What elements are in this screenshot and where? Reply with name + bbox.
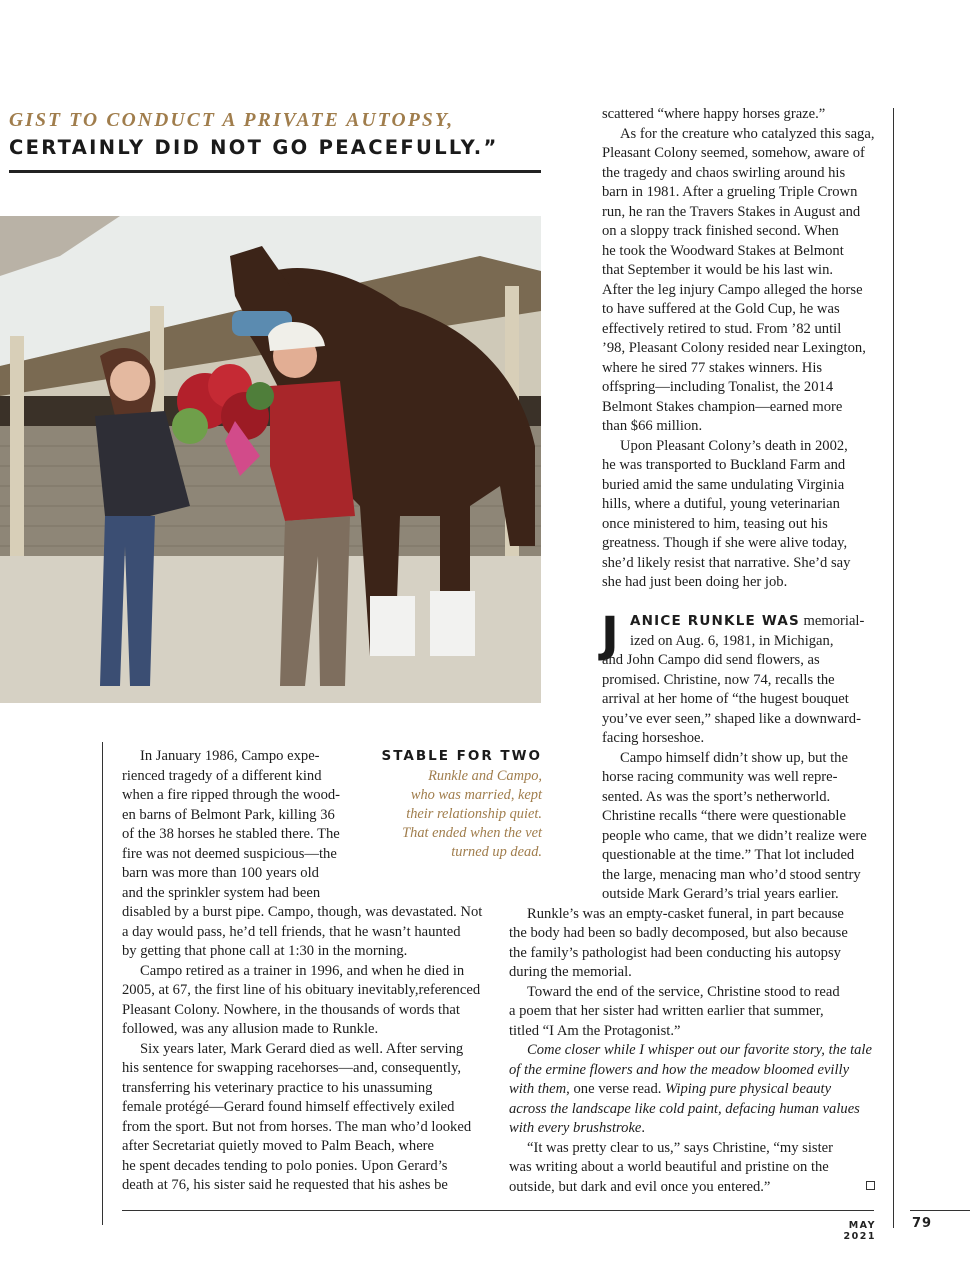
photo-caption	[370, 748, 542, 862]
body-line: during the memorial.	[509, 964, 632, 980]
body-line: “It was pretty clear to us,” says Christine, “my sister	[527, 1139, 833, 1156]
body-line: run, he ran the Travers Stakes in August and	[602, 203, 861, 220]
body-line: that September it would be his last win.	[602, 262, 834, 278]
body-line: followed, was any allusion made to Runkle.	[122, 1021, 379, 1037]
section-lead-line	[630, 612, 875, 632]
body-line: Christine recalls “there were questionable	[602, 808, 846, 824]
body-line: transferring his veterinary practice to his unassuming	[122, 1079, 433, 1096]
footer-rule	[122, 1210, 874, 1211]
body-line: and John Campo did send flowers, as	[602, 652, 820, 668]
body-line: the tragedy and chaos swirling around his	[602, 164, 846, 181]
body-line: facing horseshoe.	[602, 730, 705, 746]
section-lead-rest: memorial-	[799, 613, 865, 629]
body-line: the family’s pathologist had been conducting his autopsy	[509, 944, 841, 961]
body-line: hills, where a dutiful, young veterinarian	[602, 496, 840, 512]
body-line: was writing about a world beautiful and pristine on the	[509, 1159, 829, 1175]
body-line: and the sprinkler system had been	[122, 884, 321, 901]
body-line: Pleasant Colony seemed, somehow, aware of	[602, 145, 865, 161]
caption-text	[370, 767, 542, 862]
poem-line: across the landscape like cold paint, defacing human values	[509, 1100, 860, 1117]
body-line: death at 76, his sister said he requested that his ashes be	[122, 1177, 448, 1193]
pull-quote-rule	[9, 170, 541, 173]
poem-line	[509, 1080, 875, 1100]
body-line: his sentence for swapping racehorses—and, consequently,	[122, 1060, 462, 1076]
page-number: 79	[912, 1216, 933, 1231]
body-line: As for the creature who catalyzed this saga,	[620, 125, 875, 142]
poem-fragment: with them	[509, 1081, 567, 1097]
body-line: the body had been so badly decomposed, but also because	[509, 925, 848, 941]
body-line: arrival at her home of “the hugest bouquet	[602, 691, 849, 707]
body-line: he was transported to Buckland Farm and	[602, 457, 846, 473]
folio-date: MAY 2021	[843, 1220, 876, 1242]
body-line: horse racing community was well repre-	[602, 769, 838, 785]
poem-line	[509, 1119, 875, 1139]
body-line: where he sired 77 stakes winners. His	[602, 359, 823, 376]
body-line: 2005, at 67, the first line of his obituary inevitably,referenced	[122, 982, 481, 998]
drop-cap: J	[601, 607, 619, 663]
caption-line: who was married, kept	[410, 787, 542, 803]
body-line: Upon Pleasant Colony’s death in 2002,	[620, 437, 848, 454]
caption-line: That ended when the vet	[402, 825, 542, 841]
end-mark-icon	[866, 1181, 875, 1190]
poem-fragment: , one verse read.	[566, 1081, 666, 1097]
pull-quote-line-1: GIST TO CONDUCT A PRIVATE AUTOPSY,	[9, 110, 455, 131]
body-line: effectively retired to stud. From ’82 until	[602, 320, 842, 337]
body-line: sented. As was the sport’s netherworld.	[602, 788, 831, 805]
section-lead-caps: ANICE RUNKLE WAS	[630, 613, 800, 629]
body-line: buried amid the same undulating Virginia	[602, 476, 845, 493]
body-line: In January 1986, Campo expe-	[140, 748, 320, 764]
body-line: ized on Aug. 6, 1981, in Michigan,	[630, 632, 834, 649]
body-line: Campo retired as a trainer in 1996, and when he died in	[140, 962, 465, 979]
poem-fragment: .	[641, 1120, 646, 1136]
body-line: rienced tragedy of a different kind	[122, 767, 322, 784]
body-line: Belmont Stakes champion—earned more	[602, 398, 843, 415]
caption-line: turned up dead.	[451, 844, 542, 860]
body-line: people who came, that we didn’t realize were	[602, 827, 867, 844]
body-line: barn in 1981. After a grueling Triple Crown	[602, 184, 858, 200]
body-line: you’ve ever seen,” shaped like a downward-	[602, 710, 861, 727]
article-photo	[0, 216, 541, 703]
body-line: after Secretariat quietly moved to Palm Beach, where	[122, 1138, 435, 1154]
body-line: to have suffered at the Gold Cup, he was	[602, 301, 840, 317]
poem-line: Come closer while I whisper out our favorite story, the tale	[527, 1042, 872, 1058]
body-line: titled “I Am the Protagonist.”	[509, 1022, 681, 1039]
caption-line: Runkle and Campo,	[428, 768, 542, 784]
caption-title: STABLE FOR TWO	[381, 748, 542, 764]
body-line: once ministered to him, teasing out his	[602, 515, 828, 532]
body-line: from the sport. But not from horses. The man who’d looked	[122, 1118, 472, 1135]
body-line: than $66 million.	[602, 418, 703, 434]
body-line: offspring—including Tonalist, the 2014	[602, 379, 834, 395]
body-line: he spent decades tending to polo ponies. Upon Gerard’s	[122, 1157, 448, 1174]
pull-quote	[9, 110, 541, 159]
photo-illustration	[0, 216, 541, 703]
body-line: of the 38 horses he stabled there. The	[122, 826, 340, 842]
caption-line: their relationship quiet.	[406, 806, 542, 822]
body-line: a day would pass, he’d tell friends, that he wasn’t haunted	[122, 923, 461, 940]
column-rule-right	[893, 108, 894, 1228]
poem-fragment: with every brushstroke	[509, 1120, 642, 1136]
body-line: fire was not deemed suspicious—the	[122, 845, 337, 862]
body-line: Pleasant Colony. Nowhere, in the thousands of words that	[122, 1001, 460, 1018]
column-rule-left	[102, 742, 103, 1225]
body-line: Toward the end of the service, Christine stood to read	[527, 983, 840, 1000]
body-line: scattered “where happy horses graze.”	[602, 106, 826, 122]
body-line: by getting that phone call at 1:30 in the morning.	[122, 943, 408, 959]
body-line: she had just been doing her job.	[602, 574, 788, 590]
body-line: questionable at the time.” That lot included	[602, 847, 855, 863]
body-line: Runkle’s was an empty-casket funeral, in part because	[527, 905, 844, 922]
body-line: on a sloppy track finished second. When	[602, 223, 839, 239]
body-line: a poem that her sister had written earlier that summer,	[509, 1003, 824, 1019]
body-line: female protégé—Gerard found himself effectively exiled	[122, 1099, 455, 1115]
body-line: he took the Woodward Stakes at Belmont	[602, 242, 844, 259]
pull-quote-line-2: CERTAINLY DID NOT GO PEACEFULLY.”	[9, 136, 499, 159]
footer-rule-right	[910, 1210, 970, 1211]
body-line: en barns of Belmont Park, killing 36	[122, 806, 335, 823]
body-line: when a fire ripped through the wood-	[122, 787, 341, 803]
poem-fragment: Wiping pure physical beauty	[665, 1081, 832, 1097]
body-line: outside Mark Gerard’s trial years earlier.	[602, 886, 839, 902]
body-line: ’98, Pleasant Colony resided near Lexington,	[602, 340, 866, 356]
body-line: After the leg injury Campo alleged the horse	[602, 281, 863, 298]
body-line: Six years later, Mark Gerard died as well. After serving	[140, 1040, 464, 1057]
body-line: Campo himself didn’t show up, but the	[620, 749, 848, 766]
poem-line: of the ermine flowers and how the meadow bloomed evilly	[509, 1061, 850, 1078]
body-line: she’d likely resist that narrative. She’d say	[602, 554, 851, 571]
body-line: greatness. Though if she were alive today,	[602, 535, 848, 551]
body-line: disabled by a burst pipe. Campo, though, was devastated. Not	[122, 904, 483, 920]
body-line: barn was more than 100 years old	[122, 865, 319, 881]
body-line: promised. Christine, now 74, recalls the	[602, 671, 835, 688]
body-line: outside, but dark and evil once you entered.”	[509, 1178, 771, 1195]
body-line: the large, menacing man who’d stood sentry	[602, 866, 861, 883]
